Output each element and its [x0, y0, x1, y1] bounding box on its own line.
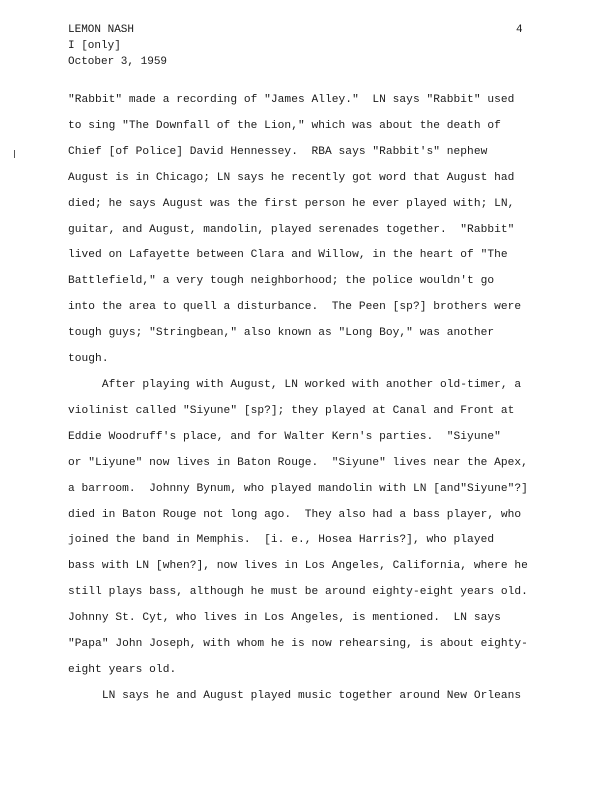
transcript-body [68, 88, 578, 710]
text-line: tough. [68, 353, 109, 366]
text-line: guitar, and August, mandolin, played serenades together. "Rabbit" [68, 223, 515, 236]
text-line: Chief [of Police] David Hennessey. RBA says "Rabbit's" nephew [68, 145, 488, 158]
text-line: After playing with August, LN worked with another old-timer, a [68, 378, 522, 391]
text-line: died in Baton Rouge not long ago. They also had a bass player, who [68, 508, 522, 521]
text-line: Eddie Woodruff's place, and for Walter Kern's parties. "Siyune" [68, 430, 501, 443]
text-line: LN says he and August played music together around New Orleans [68, 689, 522, 702]
text-line: tough guys; "Stringbean," also known as "Long Boy," was another [68, 327, 495, 340]
text-line: eight years old. [68, 663, 177, 676]
text-line: to sing "The Downfall of the Lion," which was about the death of [68, 119, 501, 132]
text-line: Battlefield," a very tough neighborhood; the police wouldn't go [68, 275, 495, 288]
text-line: Johnny St. Cyt, who lives in Los Angeles, is mentioned. LN says [68, 612, 501, 625]
text-line: bass with LN [when?], now lives in Los Angeles, California, where he [68, 560, 528, 573]
text-line: died; he says August was the first person he ever played with; LN, [68, 197, 515, 210]
interviewee-name: LEMON NASH [68, 24, 135, 36]
text-line: August is in Chicago; LN says he recently got word that August had [68, 171, 515, 184]
text-line: joined the band in Memphis. [i. e., Hosea Harris?], who played [68, 534, 495, 547]
text-line: lived on Lafayette between Clara and Willow, in the heart of "The [68, 249, 508, 262]
margin-mark [14, 150, 17, 158]
document-header [68, 22, 167, 70]
text-line: or "Liyune" now lives in Baton Rouge. "Siyune" lives near the Apex, [68, 456, 528, 469]
interview-date: October 3, 1959 [68, 56, 168, 68]
text-line: violinist called "Siyune" [sp?]; they played at Canal and Front at [68, 404, 515, 417]
text-line: into the area to quell a disturbance. The Peen [sp?] brothers were [68, 301, 522, 314]
interview-part: I [only] [68, 40, 121, 52]
page-number: 4 [516, 24, 523, 36]
text-line: "Rabbit" made a recording of "James Alley." LN says "Rabbit" used [68, 94, 515, 106]
text-line: "Papa" John Joseph, with whom he is now rehearsing, is about eighty- [68, 638, 528, 651]
text-line: a barroom. Johnny Bynum, who played mandolin with LN [and"Siyune"?] [68, 482, 528, 495]
text-line: still plays bass, although he must be around eighty-eight years old. [68, 586, 528, 599]
